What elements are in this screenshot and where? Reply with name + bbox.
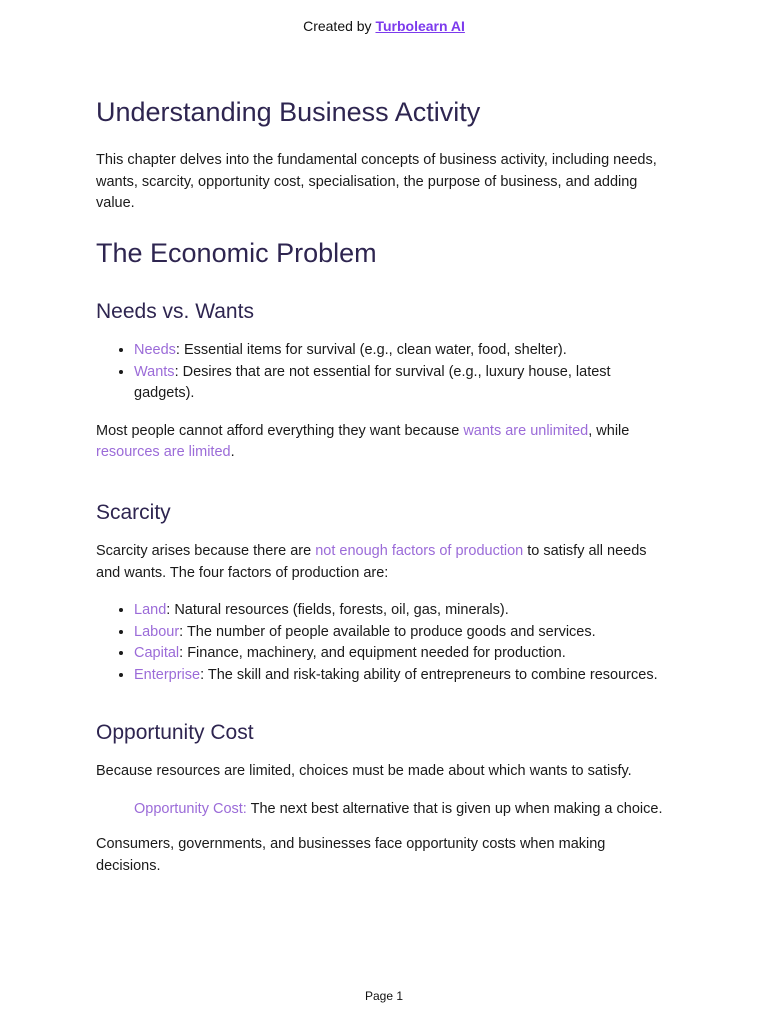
term-needs: Needs (134, 342, 176, 359)
definition-enterprise: : The skill and risk-taking ability of entrepreneurs to combine resources. (200, 666, 658, 683)
factors-list (96, 600, 672, 686)
credit-prefix: Created by (303, 18, 376, 34)
scarcity-heading: Scarcity (96, 500, 171, 524)
opportunity-cost-definition (134, 799, 672, 821)
list-item-wants (134, 362, 672, 405)
definition-labour: : The number of people available to produce goods and services. (179, 623, 596, 640)
para-text: Scarcity arises because there are (96, 543, 316, 560)
opportunity-cost-closing: Consumers, governments, and businesses face opportunity costs when making decisions. (96, 836, 606, 874)
para-text: Most people cannot afford everything they want because (96, 422, 464, 439)
document-body (96, 96, 672, 877)
term-labour: Labour (134, 623, 180, 640)
scarcity-paragraph (96, 541, 672, 584)
page-number: Page 1 (364, 989, 404, 1003)
needs-wants-paragraph (96, 421, 672, 464)
term-opportunity-cost: Opportunity Cost: (134, 800, 247, 817)
opportunity-cost-heading: Opportunity Cost (96, 721, 254, 745)
highlight-wants-unlimited: wants are unlimited (463, 422, 589, 439)
opportunity-cost-paragraph: Because resources are limited, choices must be made about which wants to satisfy. (96, 763, 632, 780)
list-item-capital (134, 643, 672, 665)
definition-opportunity-cost: The next best alternative that is given up when making a choice. (246, 800, 663, 817)
turbolearn-link[interactable]: Turbolearn AI (375, 18, 465, 34)
section-title: The Economic Problem (96, 237, 377, 268)
list-item-needs (134, 340, 672, 362)
highlight-resources-limited: resources are limited (96, 444, 231, 461)
list-item-labour (134, 622, 672, 644)
top-credit (0, 18, 768, 34)
para-text: to satisfy all needs and wants. The four factors of production are: (96, 543, 647, 581)
highlight-factors: not enough factors of production (315, 543, 524, 560)
needs-wants-list (96, 340, 672, 405)
definition-needs: : Essential items for survival (e.g., clean water, food, shelter). (175, 342, 567, 359)
term-enterprise: Enterprise (134, 666, 201, 683)
para-text: , while (588, 422, 630, 439)
definition-land: : Natural resources (fields, forests, oil, gas, minerals). (166, 602, 509, 619)
term-capital: Capital (134, 645, 180, 662)
list-item-enterprise (134, 665, 672, 687)
definition-capital: : Finance, machinery, and equipment needed for production. (179, 645, 566, 662)
needs-wants-heading: Needs vs. Wants (96, 300, 254, 324)
term-wants: Wants (134, 363, 175, 380)
definition-wants: : Desires that are not essential for survival (e.g., luxury house, latest gadgets). (134, 363, 611, 402)
list-item-land (134, 600, 672, 622)
intro-paragraph: This chapter delves into the fundamental concepts of business activity, including needs, wants, scarcity, opportunity cost, specialisation, the purpose of business, and adding value. (96, 152, 657, 212)
page-title: Understanding Business Activity (96, 97, 481, 127)
term-land: Land (134, 602, 167, 619)
para-text: . (230, 444, 235, 461)
